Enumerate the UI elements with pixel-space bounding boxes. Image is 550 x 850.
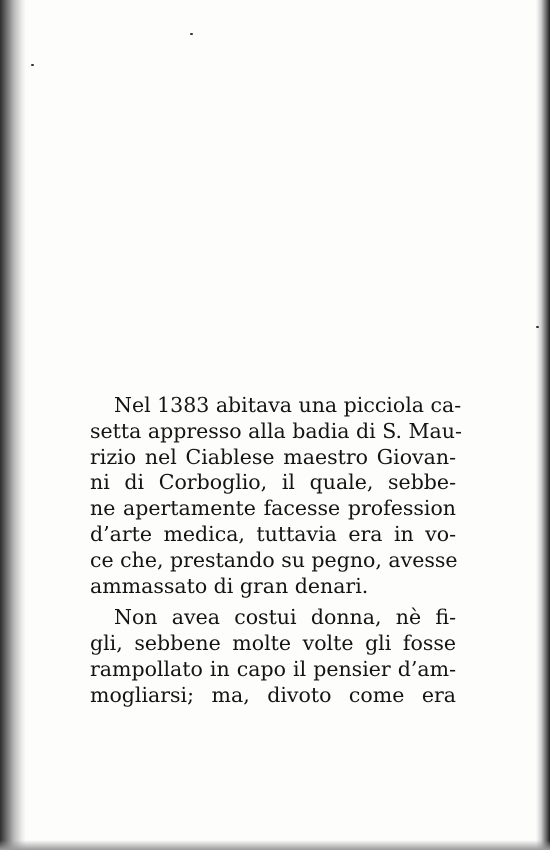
text-line: ce che, prestando su pegno, avesse	[90, 547, 458, 572]
text-line: mogliarsi; ma, divoto come era	[90, 682, 456, 707]
text-line: Nel 1383 abitava una picciola ca-	[114, 393, 462, 417]
text-line: d’arte medica, tuttavia era in vo-	[90, 521, 456, 546]
text-line: rizio nel Ciablese maestro Giovan-	[90, 444, 456, 469]
page-edge-shadow	[536, 0, 550, 850]
paragraph-2	[90, 605, 456, 708]
ink-speck	[190, 33, 193, 35]
page-gutter-shadow	[0, 0, 26, 850]
text-line: gli, sebbene molte volte gli fosse	[90, 631, 456, 656]
body-text	[90, 393, 462, 709]
text-line: ni di Corboglio, il quale, sebbe-	[90, 470, 456, 495]
ink-speck	[31, 64, 34, 66]
page-bottom-shadow	[0, 840, 550, 850]
ink-speck	[536, 326, 539, 328]
text-line: setta appresso alla badia di S. Mau-	[90, 418, 462, 443]
text-line: ammassato di gran denari.	[90, 573, 369, 598]
paragraph-1	[90, 393, 462, 599]
text-line: Non avea costui donna, nè fi-	[114, 605, 456, 630]
text-line: ne apertamente facesse profession	[90, 496, 456, 521]
text-line: rampollato in capo il pensier d’am-	[90, 656, 456, 681]
